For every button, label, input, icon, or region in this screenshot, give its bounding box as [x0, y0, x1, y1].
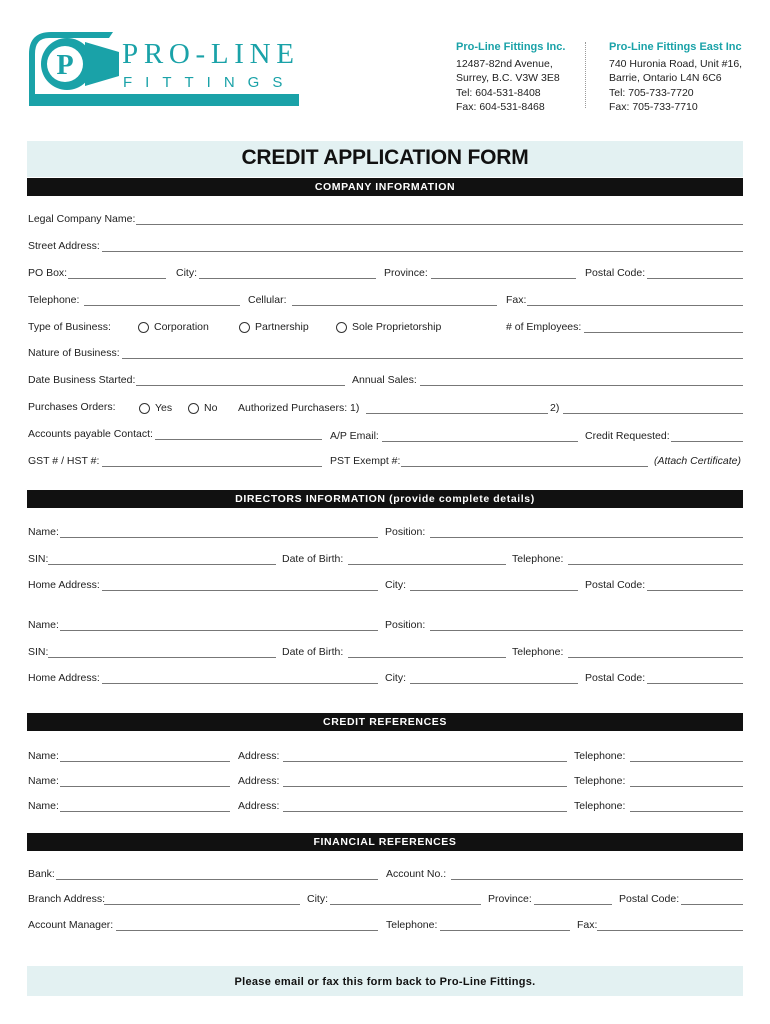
- director1-dob-label: Date of Birth:: [282, 553, 344, 565]
- postal-label: Postal Code:: [585, 267, 646, 279]
- director1-city-label: City:: [385, 579, 406, 591]
- director1-name-field[interactable]: [60, 537, 378, 538]
- office-east-name: Pro-Line Fittings East Inc: [609, 41, 742, 53]
- logo-main-text: PRO-LINE: [122, 38, 294, 70]
- annual-sales-label: Annual Sales:: [352, 374, 417, 386]
- po-yes-radio[interactable]: [139, 403, 150, 414]
- account-manager-label: Account Manager:: [28, 919, 114, 931]
- street-field[interactable]: [102, 251, 743, 252]
- po-box-label: PO Box:: [28, 267, 68, 279]
- director2-dob-label: Date of Birth:: [282, 646, 344, 658]
- office-inc-tel: Tel: 604-531-8408: [456, 86, 541, 99]
- credit-ref1-telephone-label: Telephone:: [574, 750, 626, 762]
- gst-label: GST # / HST #:: [28, 455, 100, 467]
- telephone-field[interactable]: [84, 305, 240, 306]
- date-started-label: Date Business Started:: [28, 374, 136, 386]
- director2-sin-field[interactable]: [48, 657, 276, 658]
- credit-ref2-name-field[interactable]: [60, 786, 230, 787]
- director2-position-field[interactable]: [430, 630, 743, 631]
- office-inc-fax: Fax: 604-531-8468: [456, 101, 545, 113]
- director2-postal-field[interactable]: [647, 683, 743, 684]
- auth-purchaser-2-label: 2): [550, 402, 560, 414]
- financial-province-label: Province:: [488, 893, 532, 905]
- telephone-label: Telephone:: [28, 294, 80, 306]
- director1-telephone-label: Telephone:: [512, 553, 564, 565]
- director2-telephone-field[interactable]: [568, 657, 743, 658]
- section-header-credit-references: CREDIT REFERENCES: [27, 713, 743, 731]
- director2-home-field[interactable]: [102, 683, 378, 684]
- pst-field[interactable]: [401, 466, 648, 467]
- director1-position-field[interactable]: [430, 537, 743, 538]
- legal-name-label: Legal Company Name:: [28, 213, 136, 225]
- bank-field[interactable]: [56, 879, 378, 880]
- credit-ref3-address-field[interactable]: [283, 811, 567, 812]
- nature-field[interactable]: [122, 358, 743, 359]
- credit-ref2-address-label: Address:: [238, 775, 280, 787]
- ap-contact-label: Accounts payable Contact:: [28, 428, 153, 440]
- city-field[interactable]: [199, 278, 376, 279]
- partnership-radio[interactable]: [239, 322, 250, 333]
- financial-fax-label: Fax:: [577, 919, 598, 931]
- director1-postal-field[interactable]: [647, 590, 743, 591]
- director1-dob-field[interactable]: [348, 564, 506, 565]
- province-field[interactable]: [431, 278, 576, 279]
- credit-ref2-telephone-label: Telephone:: [574, 775, 626, 787]
- office-inc-name: Pro-Line Fittings Inc.: [456, 41, 566, 53]
- cellular-field[interactable]: [292, 305, 497, 306]
- credit-requested-field[interactable]: [671, 441, 743, 442]
- financial-telephone-label: Telephone:: [386, 919, 438, 931]
- credit-ref1-telephone-field[interactable]: [630, 761, 743, 762]
- credit-ref3-telephone-label: Telephone:: [574, 800, 626, 812]
- street-label: Street Address:: [28, 240, 100, 252]
- director2-sin-label: SIN:: [28, 646, 49, 658]
- credit-ref1-address-label: Address:: [238, 750, 280, 762]
- credit-ref3-telephone-field[interactable]: [630, 811, 743, 812]
- director2-position-label: Position:: [385, 619, 426, 631]
- auth-purchasers-label: Authorized Purchasers: 1): [238, 402, 360, 414]
- province-label: Province:: [384, 267, 428, 279]
- financial-fax-field[interactable]: [597, 930, 743, 931]
- postal-field[interactable]: [647, 278, 743, 279]
- po-no-label: No: [204, 402, 218, 414]
- credit-ref3-address-label: Address:: [238, 800, 280, 812]
- branch-address-field[interactable]: [104, 904, 300, 905]
- director1-telephone-field[interactable]: [568, 564, 743, 565]
- director2-city-field[interactable]: [410, 683, 578, 684]
- form-title: CREDIT APPLICATION FORM: [241, 146, 529, 169]
- credit-ref2-address-field[interactable]: [283, 786, 567, 787]
- business-type-label: Type of Business:: [28, 321, 111, 333]
- fax-label: Fax:: [506, 294, 527, 306]
- office-east-fax: Fax: 705-733-7710: [609, 101, 698, 113]
- director2-home-label: Home Address:: [28, 672, 100, 684]
- footer-note: Please email or fax this form back to Pro-Line Fittings.: [234, 976, 536, 988]
- director2-dob-field[interactable]: [348, 657, 506, 658]
- partnership-label: Partnership: [255, 321, 309, 333]
- office-east-tel: Tel: 705-733-7720: [609, 86, 694, 99]
- employees-field[interactable]: [584, 332, 743, 333]
- branch-address-label: Branch Address:: [28, 893, 106, 905]
- director1-postal-label: Postal Code:: [585, 579, 646, 591]
- director2-name-field[interactable]: [60, 630, 378, 631]
- financial-city-label: City:: [307, 893, 328, 905]
- office-inc-line1: 12487-82nd Avenue,: [456, 57, 553, 70]
- director1-name-label: Name:: [28, 526, 59, 538]
- pst-label: PST Exempt #:: [330, 455, 401, 467]
- pro-line-logo: [27, 30, 299, 108]
- po-box-field[interactable]: [68, 278, 166, 279]
- credit-ref3-name-label: Name:: [28, 800, 59, 812]
- account-no-label: Account No.:: [386, 868, 447, 880]
- financial-postal-field[interactable]: [681, 904, 743, 905]
- credit-ref1-name-label: Name:: [28, 750, 59, 762]
- po-no-radio[interactable]: [188, 403, 199, 414]
- city-label: City:: [176, 267, 197, 279]
- section-header-company: COMPANY INFORMATION: [27, 178, 743, 196]
- ap-email-field[interactable]: [382, 441, 578, 442]
- director1-home-label: Home Address:: [28, 579, 100, 591]
- logo-sub-text: FITTINGS: [123, 74, 296, 91]
- credit-ref2-name-label: Name:: [28, 775, 59, 787]
- director1-position-label: Position:: [385, 526, 426, 538]
- logo-monogram: P: [56, 50, 74, 81]
- address-divider: [585, 42, 586, 108]
- account-manager-field[interactable]: [116, 930, 378, 931]
- ap-contact-field[interactable]: [155, 439, 322, 440]
- sole-proprietorship-radio[interactable]: [336, 322, 347, 333]
- account-no-field[interactable]: [451, 879, 743, 880]
- office-east-address: [609, 40, 742, 115]
- credit-ref3-name-field[interactable]: [60, 811, 230, 812]
- credit-ref1-name-field[interactable]: [60, 761, 230, 762]
- purchase-orders-label: Purchases Orders:: [28, 401, 116, 413]
- ap-email-label: A/P Email:: [330, 430, 379, 442]
- office-east-line2: Barrie, Ontario L4N 6C6: [609, 72, 722, 84]
- credit-ref2-telephone-field[interactable]: [630, 786, 743, 787]
- section-header-financial-references: FINANCIAL REFERENCES: [27, 833, 743, 851]
- director1-home-field[interactable]: [102, 590, 378, 591]
- financial-city-field[interactable]: [330, 904, 481, 905]
- attach-certificate-note: (Attach Certificate): [654, 455, 741, 467]
- office-inc-line2: Surrey, B.C. V3W 3E8: [456, 72, 560, 84]
- corporation-label: Corporation: [154, 321, 209, 333]
- sole-proprietorship-label: Sole Proprietorship: [352, 321, 442, 333]
- cellular-label: Cellular:: [248, 294, 287, 306]
- director2-city-label: City:: [385, 672, 406, 684]
- credit-requested-label: Credit Requested:: [585, 430, 670, 442]
- annual-sales-field[interactable]: [420, 385, 743, 386]
- office-east-line1: 740 Huronia Road, Unit #16,: [609, 57, 743, 70]
- legal-name-field[interactable]: [136, 224, 743, 225]
- director1-sin-field[interactable]: [48, 564, 276, 565]
- financial-postal-label: Postal Code:: [619, 893, 680, 905]
- director2-postal-label: Postal Code:: [585, 672, 646, 684]
- gst-field[interactable]: [102, 466, 322, 467]
- employees-label: # of Employees:: [506, 321, 582, 333]
- section-header-directors: DIRECTORS INFORMATION (provide complete details): [27, 490, 743, 508]
- corporation-radio[interactable]: [138, 322, 149, 333]
- financial-telephone-field[interactable]: [440, 930, 570, 931]
- financial-province-field[interactable]: [534, 904, 612, 905]
- director1-sin-label: SIN:: [28, 553, 49, 565]
- director1-city-field[interactable]: [410, 590, 578, 591]
- director2-name-label: Name:: [28, 619, 59, 631]
- auth-purchaser-2-field[interactable]: [563, 413, 743, 414]
- date-started-field[interactable]: [136, 385, 345, 386]
- credit-ref1-address-field[interactable]: [283, 761, 567, 762]
- fax-field[interactable]: [527, 305, 743, 306]
- bank-label: Bank:: [28, 868, 55, 880]
- po-yes-label: Yes: [155, 402, 173, 414]
- office-inc-address: [456, 40, 565, 115]
- auth-purchaser-1-field[interactable]: [366, 413, 548, 414]
- director2-telephone-label: Telephone:: [512, 646, 564, 658]
- nature-label: Nature of Business:: [28, 347, 120, 359]
